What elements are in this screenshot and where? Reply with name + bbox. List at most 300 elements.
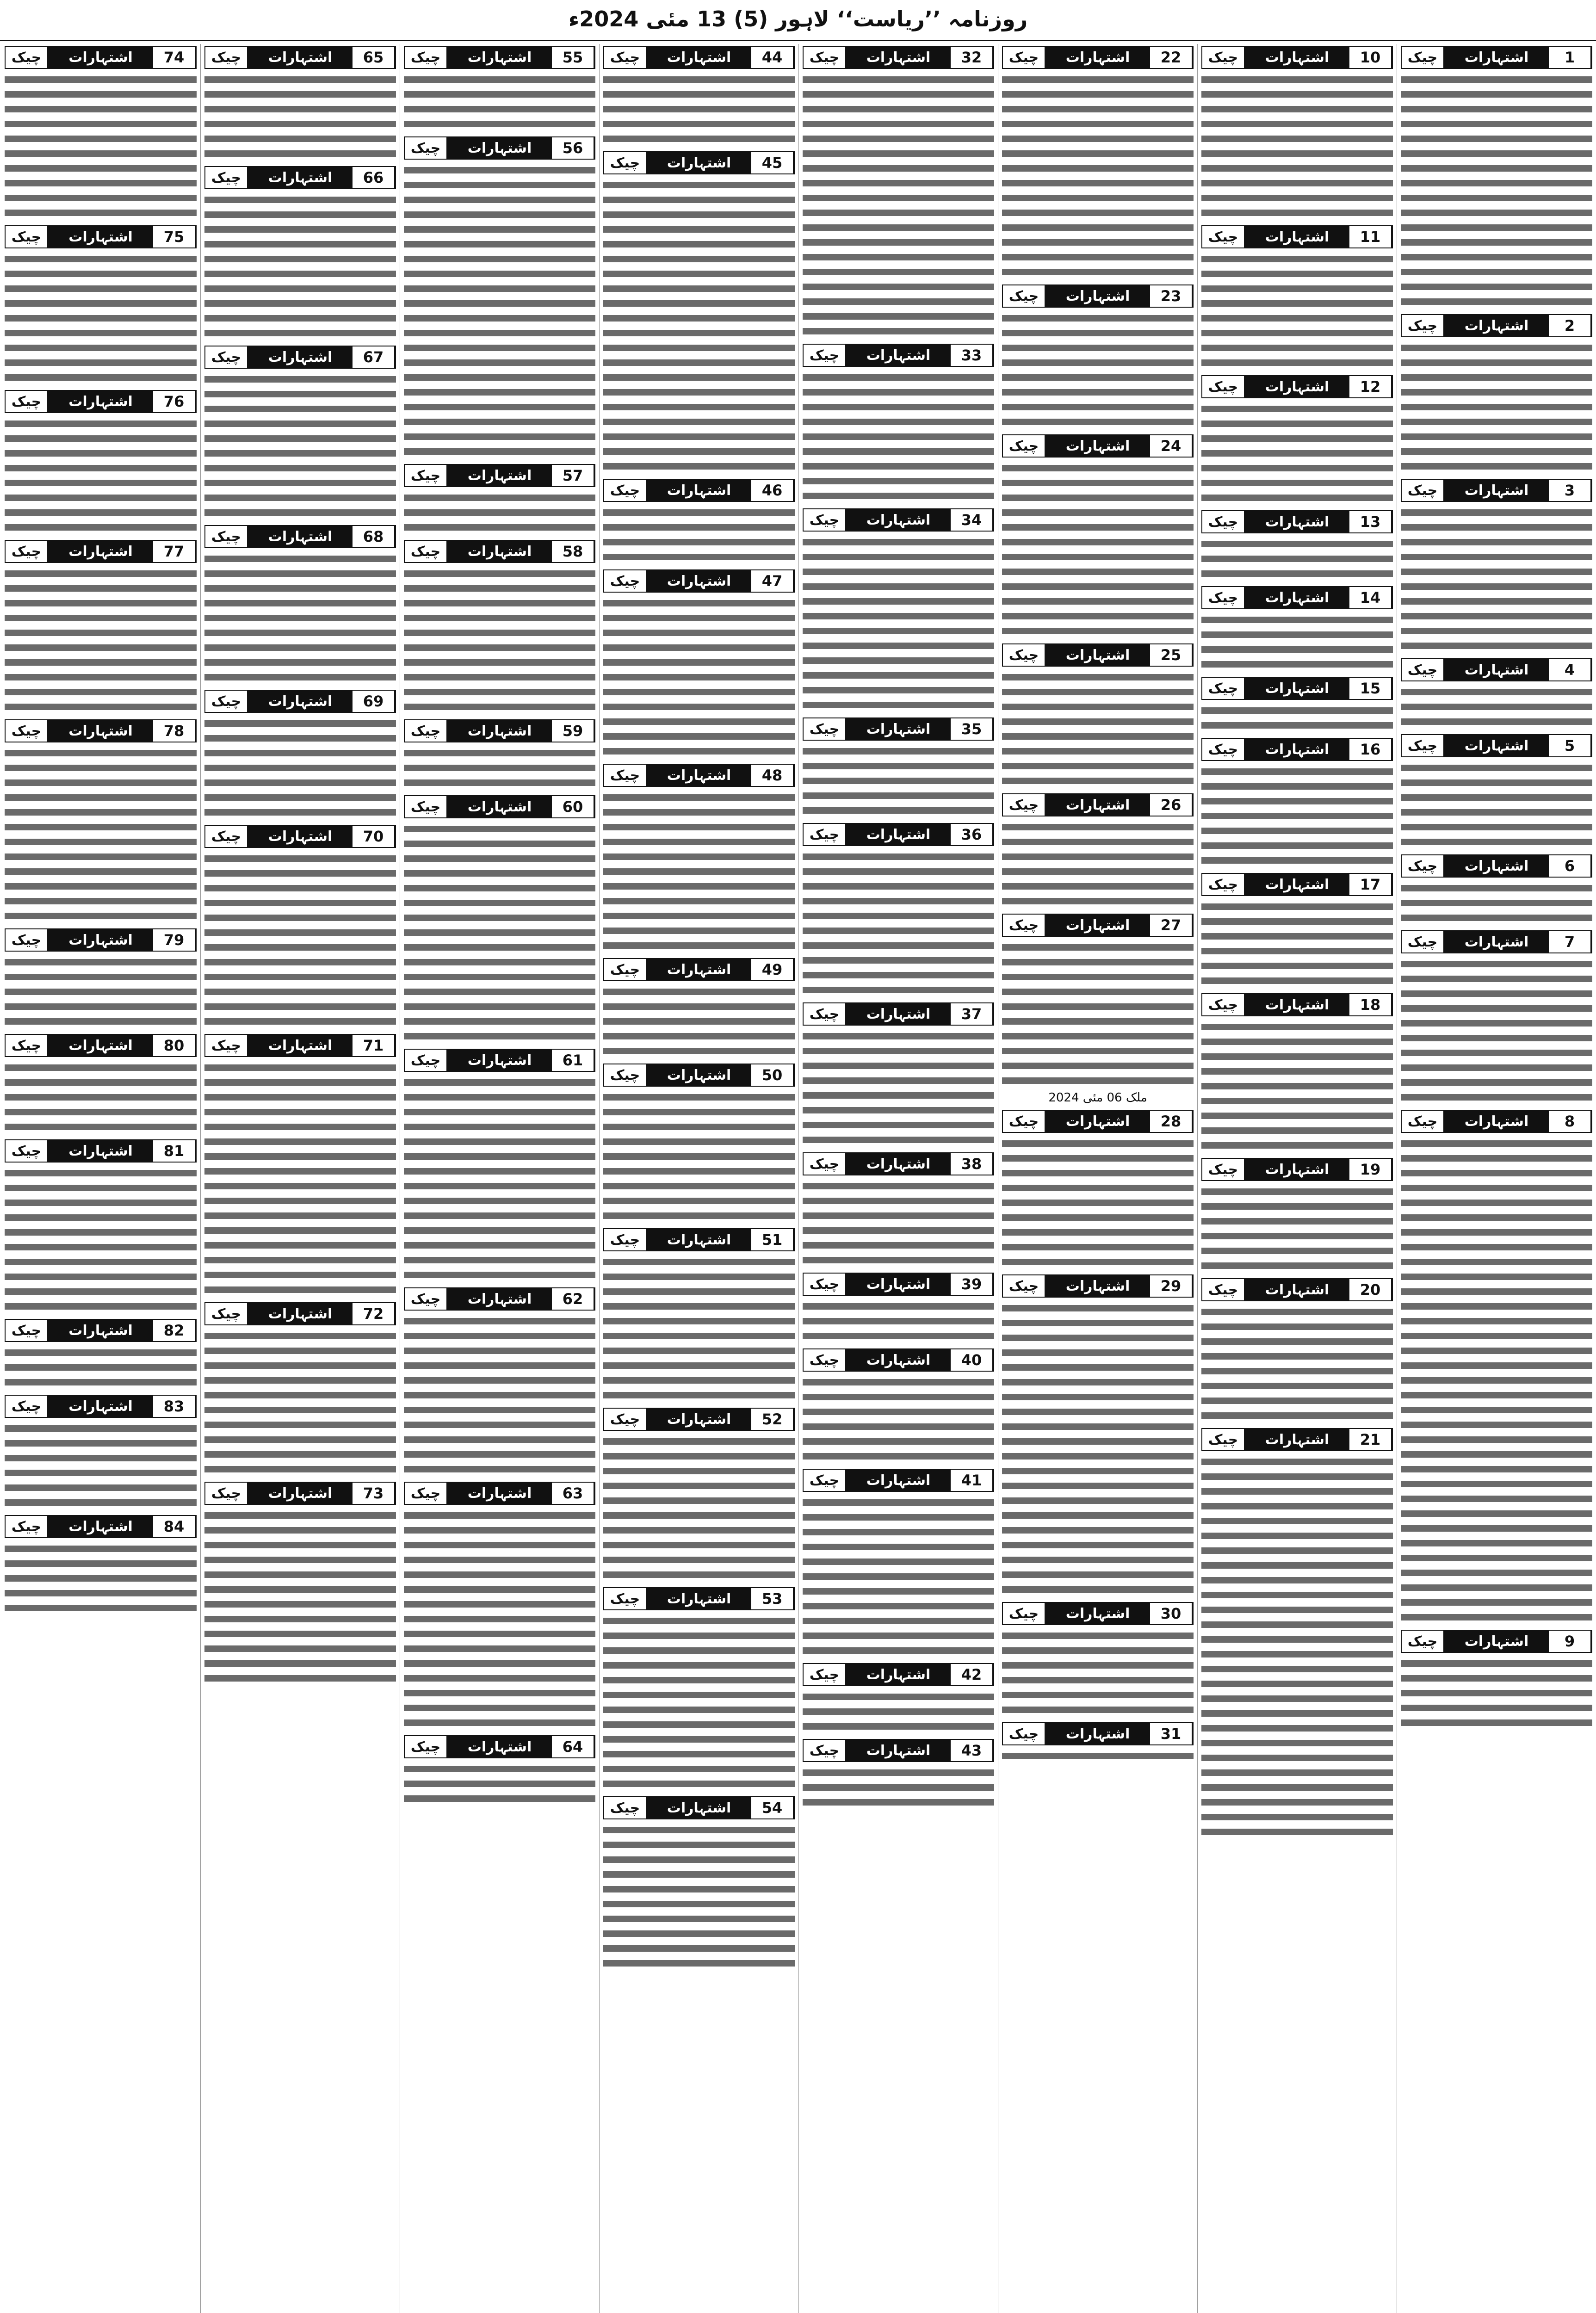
notice-title: چیک <box>6 1516 48 1537</box>
notice-body <box>1401 957 1592 1105</box>
notice-label: اشتہارات <box>846 1274 951 1295</box>
notice-item <box>803 1273 994 1344</box>
notice-title: چیک <box>1202 511 1245 532</box>
notice-label: اشتہارات <box>846 345 951 366</box>
notice-number: 9 <box>1549 1631 1591 1652</box>
notice-label: اشتہارات <box>48 1035 153 1056</box>
notice-item <box>1002 284 1194 430</box>
notice-number: 15 <box>1349 678 1392 699</box>
notice-label: اشتہارات <box>248 826 353 847</box>
notice-title: چیک <box>205 47 248 68</box>
notice-label: اشتہارات <box>248 346 353 368</box>
notice-label: اشتہارات <box>447 465 552 486</box>
notice-label: اشتہارات <box>447 47 552 68</box>
notice-title: چیک <box>1003 644 1045 666</box>
notice-body <box>204 372 396 520</box>
notice-number: 18 <box>1349 994 1392 1015</box>
notice-title: چیک <box>1003 794 1045 816</box>
notice-item <box>404 719 595 791</box>
notice-number: 83 <box>153 1396 196 1417</box>
notice-body <box>1201 1305 1393 1423</box>
notice-column <box>1397 44 1596 2313</box>
notice-item <box>1201 375 1393 506</box>
notice-label: اشتہارات <box>647 1797 751 1818</box>
notice-title: چیک <box>205 526 248 547</box>
notice-number: 28 <box>1150 1111 1193 1132</box>
notice-label: اشتہارات <box>248 1303 353 1324</box>
notice-number: 52 <box>751 1409 794 1430</box>
masthead-rule <box>0 40 1596 41</box>
notice-item <box>204 346 396 520</box>
notice-body <box>204 73 396 161</box>
notice-body <box>603 1255 795 1403</box>
notice-label: اشتہارات <box>1245 1159 1349 1180</box>
notice-title: چیک <box>1402 47 1444 68</box>
notice-body <box>803 1690 994 1734</box>
notice-title: چیک <box>6 929 48 951</box>
notice-label: اشتہارات <box>1444 1631 1549 1652</box>
notice-label: اشتہارات <box>846 1470 951 1491</box>
notice-number: 30 <box>1150 1603 1193 1624</box>
notice-body <box>5 1542 197 1616</box>
notice-body <box>404 163 595 459</box>
notice-label: اشتہارات <box>647 1409 751 1430</box>
notice-title: چیک <box>804 1274 846 1295</box>
notice-title: چیک <box>205 1483 248 1504</box>
notice-label: اشتہارات <box>1045 794 1150 816</box>
notice-item <box>5 1515 197 1616</box>
notice-label: اشتہارات <box>1444 480 1549 501</box>
notice-number: 36 <box>951 824 993 845</box>
notice-title: چیک <box>804 1003 846 1025</box>
notice-number: 57 <box>552 465 594 486</box>
notice-title: چیک <box>1202 739 1245 760</box>
notice-body <box>404 822 595 1044</box>
notice-body <box>1002 311 1194 430</box>
notice-body <box>404 491 595 535</box>
notice-body <box>803 1029 994 1148</box>
notice-column <box>400 44 599 2313</box>
notice-number: 17 <box>1349 874 1392 895</box>
notice-item <box>603 1064 795 1224</box>
notice-body <box>204 552 396 685</box>
notice-body <box>204 193 396 341</box>
notice-number: 13 <box>1349 511 1392 532</box>
notice-header <box>1201 375 1393 398</box>
notice-label: اشتہارات <box>647 1588 751 1609</box>
notice-label: اشتہارات <box>248 167 353 188</box>
notice-number: 33 <box>951 345 993 366</box>
notice-item <box>204 1034 396 1298</box>
notice-header <box>404 1482 595 1505</box>
notice-title: چیک <box>205 1035 248 1056</box>
notice-header <box>404 1735 595 1758</box>
notice-item <box>603 46 795 147</box>
notice-title: چیک <box>1202 874 1245 895</box>
notice-header <box>204 46 396 69</box>
notice-item <box>803 508 994 713</box>
notice-title: چیک <box>6 1396 48 1417</box>
notice-number: 11 <box>1349 226 1392 247</box>
notice-body <box>1201 402 1393 506</box>
notice-title: چیک <box>604 1229 647 1250</box>
notice-item <box>1002 46 1194 280</box>
notice-body <box>1201 1185 1393 1274</box>
notice-number: 53 <box>751 1588 794 1609</box>
notice-label: اشتہارات <box>48 1516 153 1537</box>
notice-header <box>1201 225 1393 248</box>
notice-header <box>803 1469 994 1492</box>
notice-header <box>404 795 595 818</box>
notice-title: چیک <box>1202 1279 1245 1300</box>
notice-header <box>1201 1278 1393 1301</box>
notice-title: چیک <box>6 1320 48 1341</box>
notice-number: 71 <box>353 1035 395 1056</box>
notice-header <box>803 823 994 846</box>
notice-body <box>5 1061 197 1135</box>
notice-number: 41 <box>951 1470 993 1491</box>
notice-label: اشتہارات <box>647 570 751 592</box>
notice-number: 56 <box>552 137 594 159</box>
notice-number: 44 <box>751 47 794 68</box>
notice-number: 63 <box>552 1483 594 1504</box>
notice-item <box>1201 677 1393 733</box>
notice-body <box>603 1614 795 1792</box>
notice-label: اشتہارات <box>1444 1111 1549 1132</box>
notice-body <box>1401 1137 1592 1625</box>
notice-item <box>803 1663 994 1734</box>
notice-title: چیک <box>405 720 447 742</box>
notice-label: اشتہارات <box>1045 915 1150 936</box>
notice-number: 27 <box>1150 915 1193 936</box>
notice-number: 21 <box>1349 1429 1392 1450</box>
notice-header <box>204 1302 396 1325</box>
notice-body <box>1401 685 1592 730</box>
notice-header <box>204 525 396 548</box>
notice-title: چیک <box>1202 376 1245 397</box>
notice-number: 3 <box>1549 480 1591 501</box>
notice-label: اشتہارات <box>1444 659 1549 680</box>
notice-label: اشتہارات <box>846 1664 951 1685</box>
notice-item <box>1002 434 1194 639</box>
notice-body <box>1002 461 1194 639</box>
notice-title: چیک <box>405 137 447 159</box>
notice-label: اشتہارات <box>1245 994 1349 1015</box>
notice-number: 45 <box>751 152 794 173</box>
notice-number: 78 <box>153 720 196 742</box>
notice-label: اشتہارات <box>48 720 153 742</box>
notice-label: اشتہارات <box>846 1153 951 1175</box>
notice-title: چیک <box>405 465 447 486</box>
masthead <box>0 3 1596 35</box>
notice-body <box>204 1509 396 1686</box>
notice-header <box>803 1739 994 1762</box>
notice-header <box>1401 314 1592 337</box>
notice-title: چیک <box>604 1064 647 1086</box>
notice-body <box>1002 1749 1194 1764</box>
notice-title: چیک <box>1402 480 1444 501</box>
notice-label: اشتہارات <box>1045 47 1150 68</box>
notice-body <box>1201 252 1393 371</box>
notice-number: 26 <box>1150 794 1193 816</box>
notice-label: اشتہارات <box>1045 1603 1150 1624</box>
notice-body <box>1002 940 1194 1088</box>
notice-label: اشتہارات <box>647 1229 751 1250</box>
notice-title: چیک <box>6 47 48 68</box>
notice-body <box>1401 73 1592 309</box>
notice-header <box>404 46 595 69</box>
notice-label: اشتہارات <box>1444 931 1549 952</box>
notice-body <box>603 1435 795 1583</box>
notice-number: 38 <box>951 1153 993 1175</box>
notice-title: چیک <box>804 718 846 740</box>
notice-header <box>803 344 994 367</box>
notice-item <box>1401 46 1592 309</box>
notice-body <box>603 985 795 1059</box>
notice-body <box>803 1299 994 1344</box>
notice-number: 8 <box>1549 1111 1591 1132</box>
notice-body <box>1002 1137 1194 1270</box>
notice-item <box>404 1049 595 1283</box>
notice-label: اشتہارات <box>647 1064 751 1086</box>
notice-header <box>1401 1110 1592 1133</box>
notice-title: چیک <box>6 720 48 742</box>
notice-number: 55 <box>552 47 594 68</box>
notice-number: 68 <box>353 526 395 547</box>
notice-item <box>1201 586 1393 672</box>
notice-column <box>798 44 998 2313</box>
notice-item <box>1002 1274 1194 1597</box>
notice-header <box>5 928 197 952</box>
notice-number: 32 <box>951 47 993 68</box>
notice-title: چیک <box>205 691 248 712</box>
notice-header <box>404 1287 595 1311</box>
notice-header <box>603 569 795 593</box>
notice-title: چیک <box>1003 435 1045 457</box>
notice-title: چیک <box>604 152 647 173</box>
notice-header <box>404 1049 595 1072</box>
notice-number: 66 <box>353 167 395 188</box>
notice-number: 5 <box>1549 735 1591 756</box>
notice-item <box>1201 873 1393 989</box>
notice-item <box>1401 479 1592 654</box>
notice-body <box>5 417 197 535</box>
notice-title: چیک <box>205 346 248 368</box>
notice-header <box>5 1395 197 1418</box>
notice-header <box>803 717 994 741</box>
notice-item <box>1002 1602 1194 1718</box>
notice-label: اشتہارات <box>447 720 552 742</box>
notice-body <box>1401 881 1592 926</box>
notice-item <box>404 540 595 715</box>
notice-body <box>5 252 197 385</box>
notice-label: اشتہارات <box>846 1740 951 1761</box>
notice-header <box>404 136 595 160</box>
notice-label: اشتہارات <box>248 1483 353 1504</box>
notice-header <box>404 540 595 563</box>
notice-header <box>5 1319 197 1342</box>
notice-label: اشتہارات <box>447 1483 552 1504</box>
notice-body <box>1401 506 1592 654</box>
notice-label: اشتہارات <box>48 47 153 68</box>
notice-number: 31 <box>1150 1723 1193 1744</box>
notice-label: اشتہارات <box>248 691 353 712</box>
notice-number: 47 <box>751 570 794 592</box>
notice-header <box>603 46 795 69</box>
notice-label: اشتہارات <box>1245 874 1349 895</box>
notice-label: اشتہارات <box>647 47 751 68</box>
notice-item <box>1401 314 1592 474</box>
notice-item <box>5 1034 197 1135</box>
notice-item <box>5 390 197 535</box>
notice-header <box>1002 914 1194 937</box>
notice-number: 24 <box>1150 435 1193 457</box>
notice-title: چیک <box>1003 915 1045 936</box>
notice-header <box>603 764 795 787</box>
notice-header <box>5 1139 197 1163</box>
notice-label: اشتہارات <box>1245 47 1349 68</box>
notice-item <box>603 1228 795 1403</box>
notice-title: چیک <box>604 1409 647 1430</box>
notice-label: اشتہارات <box>647 765 751 786</box>
notice-number: 76 <box>153 391 196 412</box>
notice-title: چیک <box>205 826 248 847</box>
notice-label: اشتہارات <box>1444 855 1549 877</box>
notice-item <box>1201 510 1393 581</box>
notice-label: اشتہارات <box>1245 1279 1349 1300</box>
notice-title: چیک <box>1003 285 1045 307</box>
notice-title: چیک <box>1402 931 1444 952</box>
notice-title: چیک <box>804 1349 846 1371</box>
notice-header <box>5 1034 197 1057</box>
notice-header <box>1201 873 1393 896</box>
notice-header <box>603 479 795 502</box>
notice-title: چیک <box>1003 47 1045 68</box>
masthead-title: روزنامہ ’’ریاست‘‘ لاہور (5) 13 مئی 2024ء <box>568 6 1028 31</box>
notice-number: 54 <box>751 1797 794 1818</box>
notice-header <box>803 1663 994 1686</box>
notice-title: چیک <box>1202 47 1245 68</box>
notice-number: 22 <box>1150 47 1193 68</box>
notice-item <box>1201 738 1393 868</box>
notice-column <box>1 44 200 2313</box>
notice-label: اشتہارات <box>1045 1111 1150 1132</box>
notice-body <box>5 1166 197 1314</box>
notice-item <box>1002 793 1194 909</box>
notice-item <box>803 1469 994 1658</box>
notice-header <box>1401 658 1592 681</box>
notice-item <box>603 958 795 1059</box>
notice-number: 75 <box>153 226 196 247</box>
notice-header <box>1002 434 1194 458</box>
notice-header <box>1401 479 1592 502</box>
notice-label: اشتہارات <box>447 541 552 562</box>
notice-label: اشتہارات <box>846 824 951 845</box>
notice-item <box>204 825 396 1029</box>
notice-body <box>1201 704 1393 733</box>
notice-label: اشتہارات <box>1045 1723 1150 1744</box>
notice-item <box>603 479 795 565</box>
notice-item <box>1401 734 1592 850</box>
notice-item <box>404 1482 595 1731</box>
notice-number: 34 <box>951 509 993 531</box>
notice-item <box>5 1319 197 1390</box>
notice-number: 23 <box>1150 285 1193 307</box>
notice-number: 77 <box>153 541 196 562</box>
notice-item <box>1201 993 1393 1153</box>
notice-item <box>1002 914 1194 1105</box>
notice-footer: ملک 06 مئی 2024 <box>1048 1091 1147 1105</box>
notice-title: چیک <box>405 1483 447 1504</box>
notice-header <box>1401 854 1592 878</box>
notice-number: 60 <box>552 796 594 817</box>
notice-label: اشتہارات <box>647 480 751 501</box>
notice-number: 20 <box>1349 1279 1392 1300</box>
notice-number: 48 <box>751 765 794 786</box>
notice-label: اشتہارات <box>48 1320 153 1341</box>
notice-header <box>1401 46 1592 69</box>
notice-number: 39 <box>951 1274 993 1295</box>
notice-label: اشتہارات <box>1444 47 1549 68</box>
notice-label: اشتہارات <box>846 718 951 740</box>
notice-label: اشتہارات <box>1245 587 1349 608</box>
notice-item <box>1401 1630 1592 1731</box>
notice-body <box>5 73 197 221</box>
notice-title: چیک <box>405 796 447 817</box>
notice-header <box>404 464 595 487</box>
notice-label: اشتہارات <box>1444 315 1549 336</box>
notice-item <box>603 1408 795 1583</box>
notice-body <box>603 1823 795 1971</box>
notice-item <box>803 1739 994 1810</box>
notice-title: چیک <box>804 824 846 845</box>
notice-item <box>404 46 595 132</box>
notice-item <box>5 928 197 1029</box>
notice-label: اشتہارات <box>48 1396 153 1417</box>
notice-item <box>1201 225 1393 371</box>
notice-number: 6 <box>1549 855 1591 877</box>
notice-number: 58 <box>552 541 594 562</box>
notice-title: چیک <box>604 570 647 592</box>
notice-item <box>5 540 197 715</box>
notice-item <box>5 225 197 385</box>
notice-title: چیک <box>6 391 48 412</box>
notice-header <box>1201 586 1393 609</box>
notice-header <box>5 46 197 69</box>
notice-body <box>603 791 795 953</box>
notice-body <box>404 746 595 791</box>
notice-header <box>603 958 795 981</box>
notice-body <box>803 371 994 504</box>
notice-header <box>1401 1630 1592 1653</box>
notice-body <box>1002 670 1194 789</box>
notice-title: چیک <box>405 1288 447 1310</box>
notice-item <box>1201 1278 1393 1423</box>
notice-body <box>404 1762 595 1806</box>
notice-number: 43 <box>951 1740 993 1761</box>
notice-item <box>1201 1428 1393 1840</box>
notice-number: 16 <box>1349 739 1392 760</box>
notice-title: چیک <box>6 226 48 247</box>
notice-header <box>1201 738 1393 761</box>
notice-item <box>404 1735 595 1806</box>
notice-item <box>803 344 994 504</box>
notice-body <box>5 1422 197 1510</box>
notice-body <box>404 1314 595 1477</box>
notice-number: 12 <box>1349 376 1392 397</box>
notice-label: اشتہارات <box>846 1349 951 1371</box>
notice-item <box>1201 1158 1393 1274</box>
